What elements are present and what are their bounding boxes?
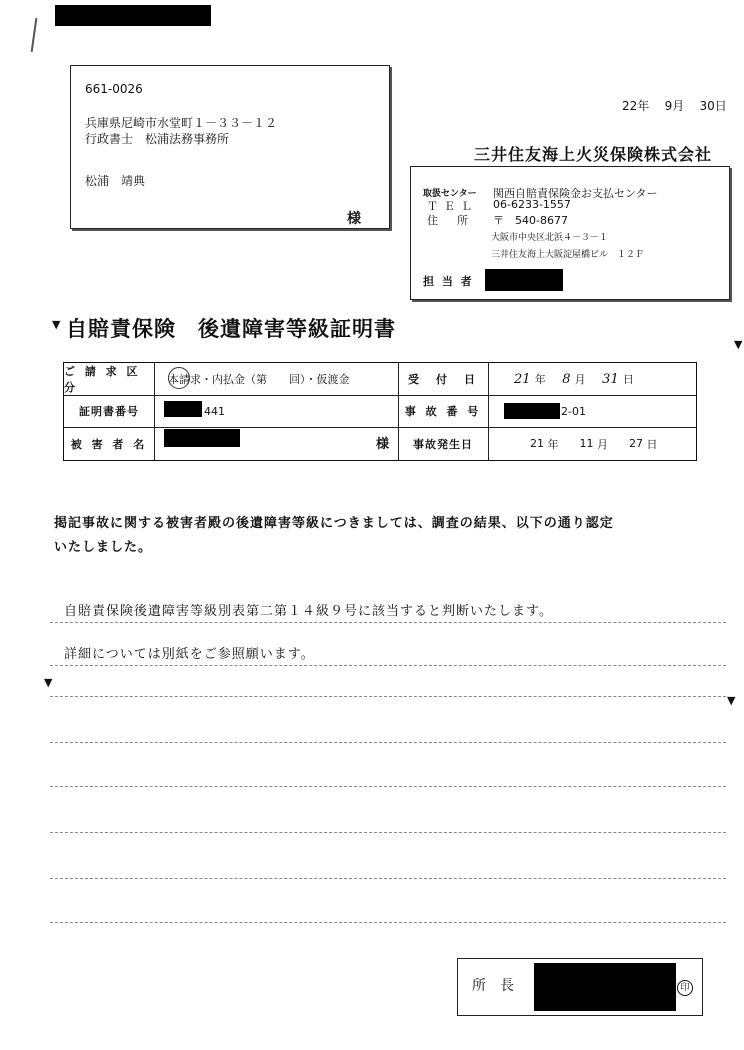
issue-year-unit: 年 bbox=[637, 99, 650, 113]
accident-date-label: 事故発生日 bbox=[413, 437, 473, 451]
accident-year: 21 bbox=[530, 437, 544, 450]
cert-number-label: 証明書番号 bbox=[79, 405, 139, 418]
recipient-address-box bbox=[70, 65, 390, 229]
center-name: 関西自賠責保険金お支払センター bbox=[493, 187, 658, 200]
section-marker-icon: ▼ bbox=[52, 318, 61, 331]
redacted-accident-number bbox=[504, 403, 560, 419]
tel-label: ＴＥＬ bbox=[427, 200, 478, 213]
accident-year-unit: 年 bbox=[547, 437, 559, 451]
company-name: 三井住友海上火災保険株式会社 bbox=[474, 145, 713, 164]
claim-type-value: 本請求・内払金（第 回）・仮渡金 bbox=[168, 373, 350, 386]
issue-month-unit: 月 bbox=[672, 99, 685, 113]
accident-date-value bbox=[530, 427, 657, 460]
recipient-postal-code: 661-0026 bbox=[85, 82, 143, 96]
chief-label: 所長 bbox=[472, 978, 528, 994]
claim-type-label: ご 請 求 区 分 bbox=[64, 365, 141, 394]
certificate-info-table bbox=[63, 362, 697, 461]
sender-info-box bbox=[410, 166, 730, 300]
issue-date bbox=[622, 97, 727, 114]
received-date-value bbox=[514, 363, 634, 395]
received-day-unit: 日 bbox=[622, 373, 634, 386]
accident-number-label: 事 故 番 号 bbox=[404, 405, 482, 418]
ruled-line bbox=[50, 742, 726, 743]
center-label: 取扱センター bbox=[423, 189, 477, 199]
hand-drawn-circle bbox=[168, 367, 190, 389]
address-label: 住 所 bbox=[427, 214, 472, 227]
ruled-line bbox=[50, 922, 726, 923]
sender-postal: 〒 540-8677 bbox=[493, 214, 568, 227]
ruled-line bbox=[50, 786, 726, 787]
redacted-cert-number bbox=[164, 401, 202, 417]
seal-mark: 印 bbox=[677, 980, 693, 996]
ruled-line bbox=[50, 878, 726, 879]
accident-month: 11 bbox=[579, 437, 594, 450]
ruled-line bbox=[50, 665, 726, 666]
section-marker-icon: ▼ bbox=[44, 676, 53, 689]
ruled-line bbox=[50, 696, 726, 697]
cert-number-value: 441 bbox=[204, 404, 225, 418]
received-year: 21 bbox=[514, 371, 531, 387]
issue-month: 9 bbox=[664, 99, 673, 113]
issue-day-unit: 日 bbox=[714, 99, 727, 113]
accident-number-value: 2-01 bbox=[561, 404, 586, 418]
received-month: 8 bbox=[562, 371, 571, 387]
table-rule bbox=[488, 363, 489, 460]
redacted-staff-name bbox=[485, 269, 563, 291]
ruled-line bbox=[50, 832, 726, 833]
section-marker-icon: ▼ bbox=[734, 338, 743, 351]
sender-address-2: 三井住友海上大阪淀屋橋ビル １２Ｆ bbox=[491, 250, 645, 260]
body-paragraph-line-2: いたしました。 bbox=[54, 540, 153, 555]
tel-number: 06-6233-1557 bbox=[493, 198, 571, 211]
issue-year: 22 bbox=[622, 99, 638, 113]
staff-label: 担 当 者 bbox=[423, 275, 474, 288]
accident-day: 27 bbox=[628, 437, 643, 450]
body-paragraph-line-1: 掲記事故に関する被害者殿の後遺障害等級につきましては、調査の結果、以下の通り認定 bbox=[54, 516, 614, 531]
table-rule bbox=[64, 395, 696, 396]
result-reference: 詳細については別紙をご参照願います。 bbox=[64, 647, 315, 662]
section-marker-icon: ▼ bbox=[727, 694, 736, 707]
victim-name-label: 被 害 者 名 bbox=[70, 437, 148, 451]
recipient-address: 兵庫県尼崎市水堂町１－３３－１２ bbox=[85, 116, 278, 130]
ruled-line bbox=[50, 622, 726, 623]
recipient-honorific: 様 bbox=[347, 211, 361, 227]
redacted-chief-name bbox=[534, 963, 676, 1011]
redacted-header bbox=[55, 5, 211, 26]
recipient-office: 行政書士 松浦法務事務所 bbox=[85, 132, 230, 146]
received-date-label: 受 付 日 bbox=[408, 373, 478, 386]
victim-honorific: 様 bbox=[376, 436, 390, 452]
table-rule bbox=[154, 363, 155, 460]
received-day: 31 bbox=[602, 371, 619, 387]
document-title: 自賠責保険 後遺障害等級証明書 bbox=[66, 317, 396, 341]
received-year-unit: 年 bbox=[534, 373, 546, 386]
sender-address-1: 大阪市中央区北浜４－３－１ bbox=[491, 233, 609, 243]
redacted-victim-name bbox=[164, 429, 240, 447]
accident-month-unit: 月 bbox=[596, 437, 608, 451]
issue-day: 30 bbox=[699, 99, 715, 113]
accident-day-unit: 日 bbox=[646, 437, 658, 451]
result-statement: 自賠責保険後遺障害等級別表第二第１４級９号に該当すると判断いたします。 bbox=[64, 604, 553, 619]
margin-mark bbox=[31, 18, 38, 52]
recipient-name: 松浦 靖典 bbox=[85, 174, 146, 188]
received-month-unit: 月 bbox=[574, 373, 586, 386]
chief-signature-box bbox=[457, 958, 703, 1016]
